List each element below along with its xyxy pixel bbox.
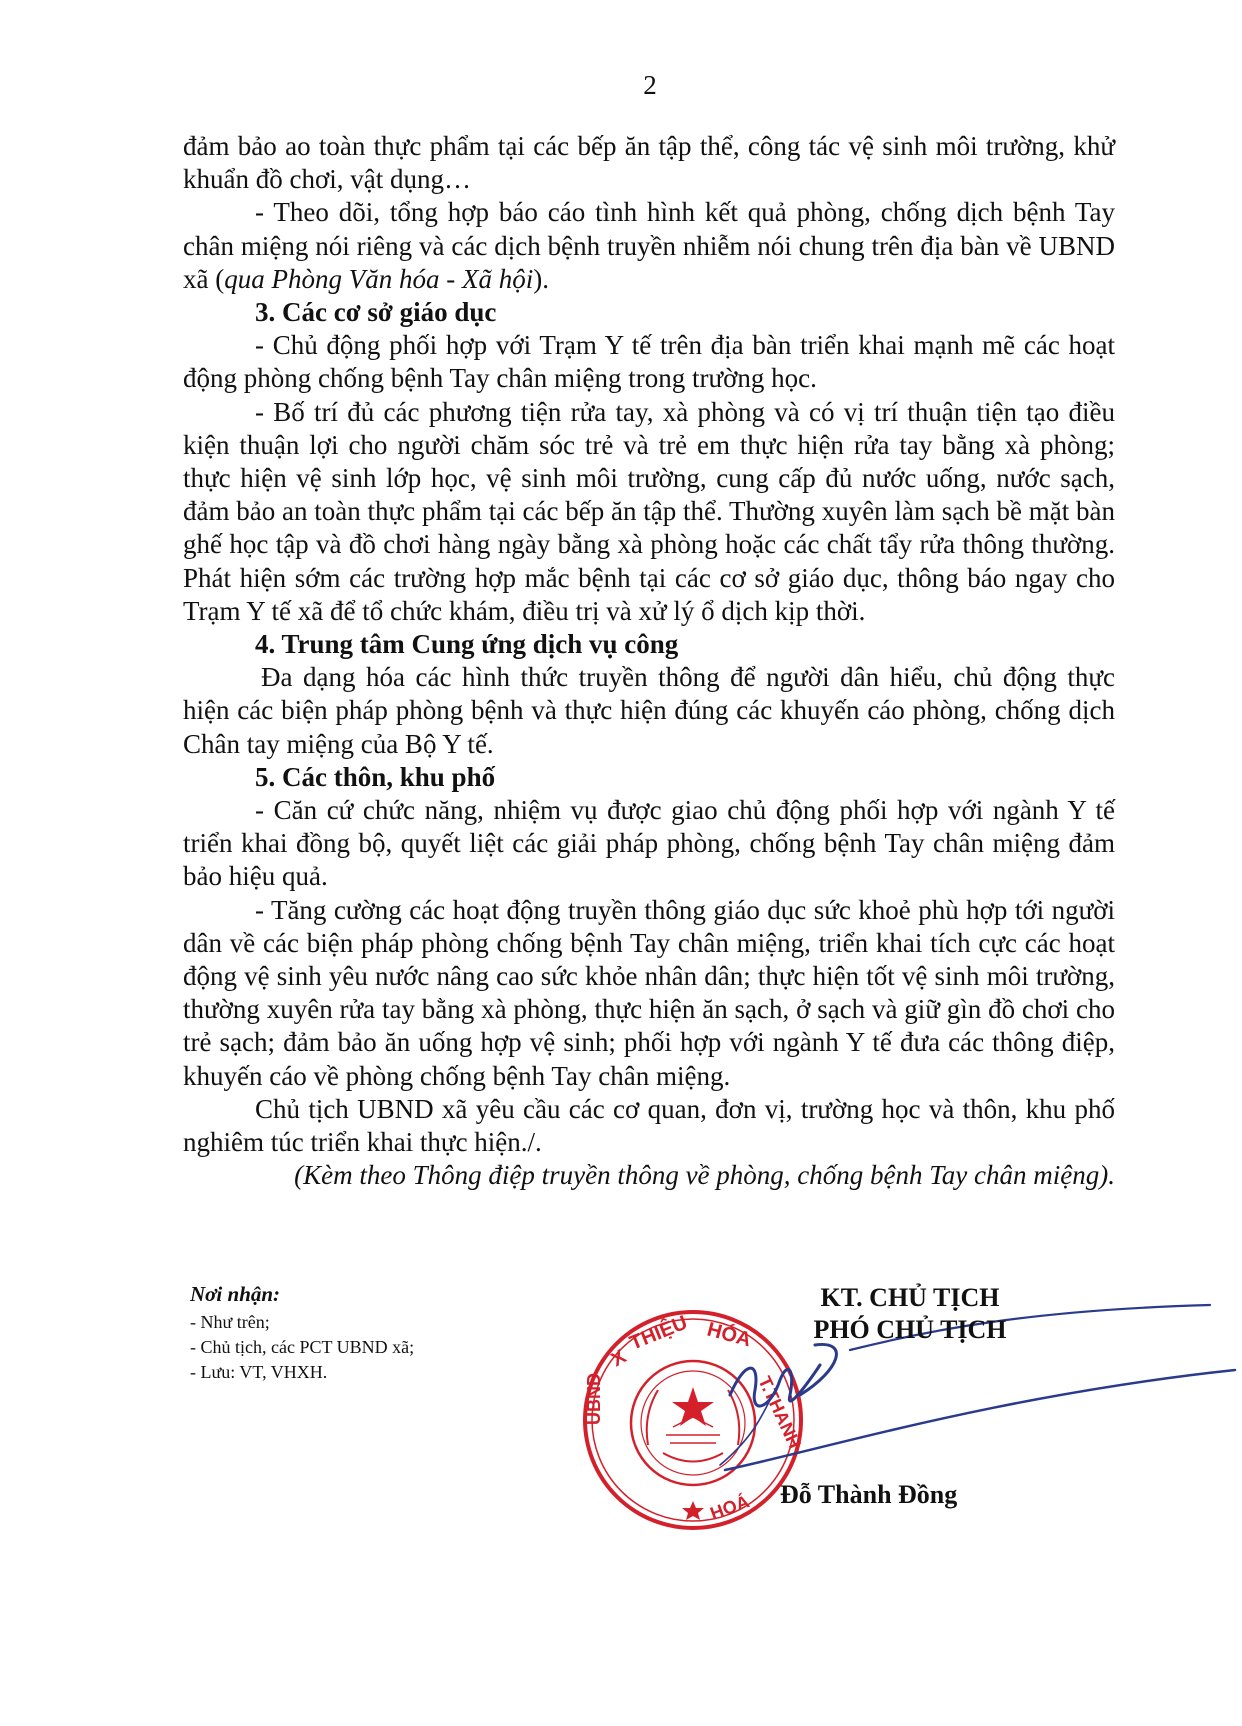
recipient-item: - Như trên; <box>190 1312 270 1332</box>
paragraph-text: ). <box>533 263 549 294</box>
signature-subtitle: PHÓ CHỦ TỊCH <box>813 1315 1007 1344</box>
recipient-item: - Chủ tịch, các PCT UBND xã; <box>190 1337 415 1357</box>
svg-text:X: X <box>607 1345 631 1372</box>
document-body <box>183 130 1115 1193</box>
section-heading: 4. Trung tâm Cung ứng dịch vụ công <box>255 629 679 660</box>
paragraph: Đa dạng hóa các hình thức truyền thông để người dân hiểu, chủ động thực hiện các biện pháp phòng bệnh và thực hiện đúng các khuyến cáo phòng, chống dịch Chân tay miệng của Bộ Y tế. <box>183 662 1115 759</box>
paragraph: đảm bảo ao toàn thực phẩm tại các bếp ăn tập thể, công tác vệ sinh môi trường, khử khuẩn đồ chơi, vật dụng… <box>183 131 1115 195</box>
svg-text:HOÁ: HOÁ <box>707 1491 752 1524</box>
svg-text:UBND: UBND <box>584 1373 604 1425</box>
signer-name: Đỗ Thành Đồng <box>780 1480 958 1509</box>
signature-title: KT. CHỦ TỊCH <box>820 1283 1000 1312</box>
section-heading: 5. Các thôn, khu phố <box>255 761 496 792</box>
svg-text:T.THANH: T.THANH <box>754 1373 806 1452</box>
paragraph: - Tăng cường các hoạt động truyền thông giáo dục sức khoẻ phù hợp tới người dân về các biện pháp phòng chống bệnh Tay chân miệng, triển khai tích cực các hoạt động vệ sinh yêu nước nâng cao sức khỏe nhân dân; thực hiện tốt vệ sinh môi trường, thường xuyên rửa tay bằng xà phòng, thực hiện ăn sạch, ở sạch và giữ gìn đồ chơi cho trẻ sạch; đảm bảo ăn uống hợp vệ sinh; phối hợp với ngành Y tế đưa các thông điệp, khuyến cáo về phòng chống bệnh Tay chân miệng. <box>183 894 1115 1091</box>
paragraph-text: - Theo dõi, tổng hợp báo cáo tình hình kết quả phòng, chống dịch bệnh Tay chân miệng nói riêng và các dịch bệnh truyền nhiễm nói chung trên địa bàn về UBND xã ( <box>183 197 1115 294</box>
svg-text:HÓA: HÓA <box>704 1318 754 1352</box>
section-heading: 3. Các cơ sở giáo dục <box>255 297 497 328</box>
paragraph: - Bố trí đủ các phương tiện rửa tay, xà phòng và có vị trí thuận tiện tạo điều kiện thuận lợi cho người chăm sóc trẻ và trẻ em thực hiện rửa tay bằng xà phòng; thực hiện vệ sinh lớp học, vệ sinh môi trường, cung cấp đủ nước uống, nước sạch, đảm bảo an toàn thực phẩm tại các bếp ăn tập thể. Thường xuyên làm sạch bề mặt bàn ghế học tập và đồ chơi hàng ngày bằng xà phòng hoặc các chất tẩy rửa thông thường. Phát hiện sớm các trường hợp mắc bệnh tại các cơ sở giáo dục, thông báo ngay cho Trạm Y tế xã để tổ chức khám, điều trị và xử lý ổ dịch kịp thời. <box>183 396 1115 626</box>
recipients-title: Nơi nhận: <box>190 1282 281 1306</box>
attachment-note: (Kèm theo Thông điệp truyền thông về phòng, chống bệnh Tay chân miệng). <box>294 1160 1115 1191</box>
paragraph: Chủ tịch UBND xã yêu cầu các cơ quan, đơn vị, trường học và thôn, khu phố nghiêm túc triển khai thực hiện./. <box>183 1093 1115 1158</box>
signature-block <box>760 1282 1060 1346</box>
recipient-item: - Lưu: VT, VHXH. <box>190 1362 328 1382</box>
paragraph: - Căn cứ chức năng, nhiệm vụ được giao chủ động phối hợp với ngành Y tế triển khai đồng bộ, quyết liệt các giải pháp phòng, chống bệnh Tay chân miệng đảm bảo hiệu quả. <box>183 795 1115 892</box>
paragraph: - Chủ động phối hợp với Trạm Y tế trên địa bàn triển khai mạnh mẽ các hoạt động phòng chống bệnh Tay chân miệng trong trường học. <box>183 330 1115 394</box>
page-number: 2 <box>643 70 657 100</box>
svg-text:THIỆU: THIỆU <box>626 1311 691 1355</box>
paragraph <box>183 196 1115 296</box>
recipients-block <box>190 1282 610 1385</box>
paragraph-italic-text: qua Phòng Văn hóa - Xã hội <box>224 263 534 294</box>
